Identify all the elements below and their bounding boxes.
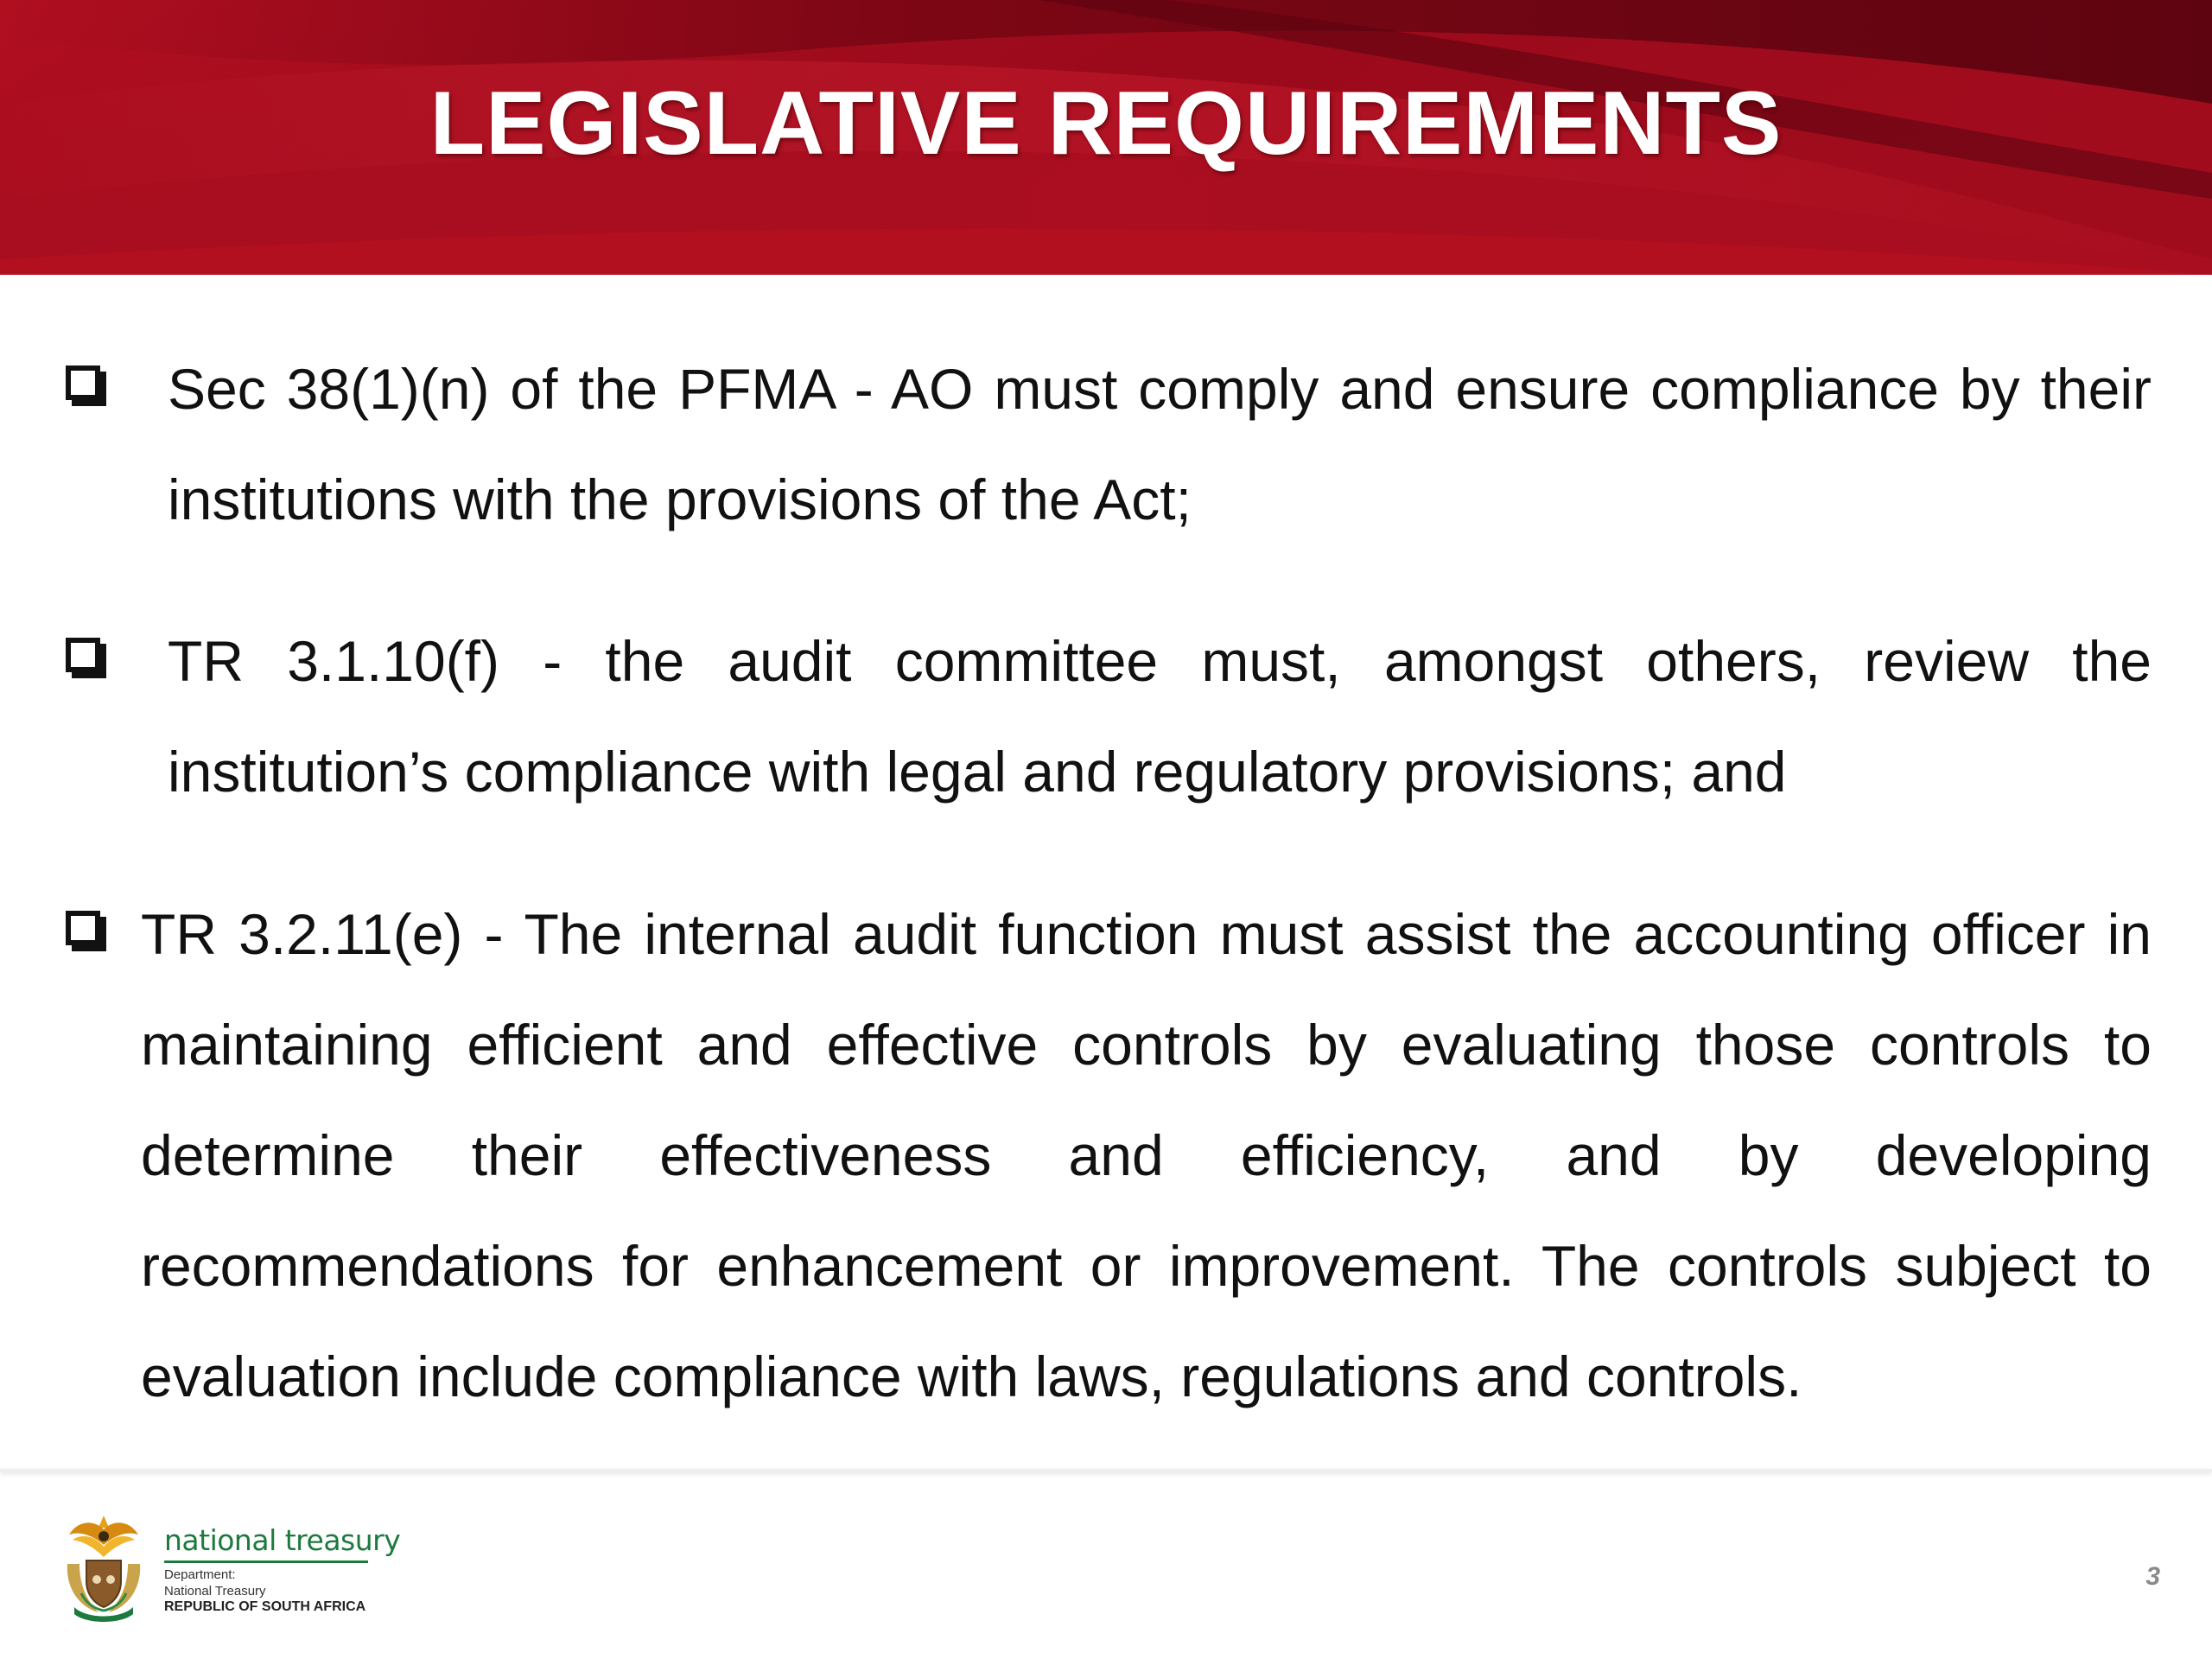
org-name: national treasury (164, 1523, 401, 1557)
org-department-label: Department: (164, 1567, 236, 1582)
checkbox-bullet-icon (66, 911, 100, 945)
org-name-underline (164, 1560, 368, 1563)
footer-divider (0, 1469, 2212, 1472)
page-number: 3 (2145, 1562, 2160, 1591)
bullet-item-3: TR 3.2.11(e) - The internal audit function must assist the accounting officer in maintaining efficient and effective controls by evaluating those controls to determine their effectiveness and efficiency, and by developing recommendations for enhancement or improvement. The controls subject to evaluation include compliance with laws, regulations and controls. (141, 902, 2152, 1408)
coat-of-arms-icon (60, 1510, 147, 1623)
org-department-name: National Treasury (164, 1584, 266, 1599)
checkbox-bullet-icon (66, 638, 100, 672)
slide-title: LEGISLATIVE REQUIREMENTS (429, 73, 1783, 174)
org-country: REPUBLIC OF SOUTH AFRICA (164, 1599, 366, 1614)
bullet-item-2: TR 3.1.10(f) - the audit committee must, amongst others, review the institution’s compliance with legal and regulatory provisions; and (168, 629, 2152, 804)
checkbox-bullet-icon (66, 365, 100, 400)
bullet-item-1: Sec 38(1)(n) of the PFMA - AO must comply and ensure compliance by their institutions with the provisions of the Act; (168, 357, 2152, 531)
